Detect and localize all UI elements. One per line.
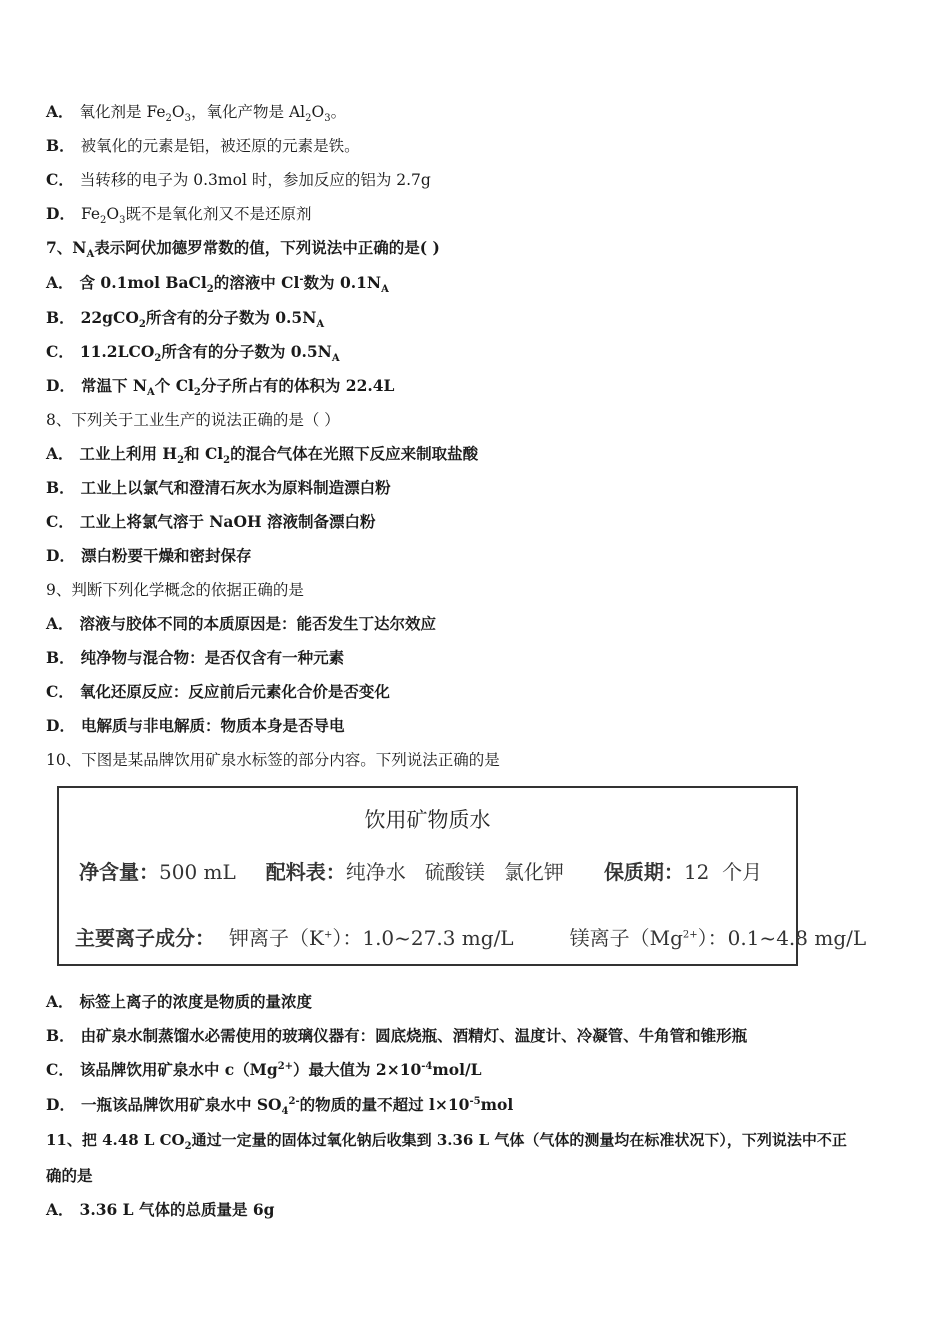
q8-option-b: B． 工业上以氯气和澄清石灰水为原料制造漂白粉: [46, 478, 391, 497]
q10-option-c: C． 该品牌饮用矿泉水中 $c(Mg^{2+})$最大值为 $2\times 10^{-4}mol/L$: [46, 1060, 482, 1079]
ingredients-value: 纯净水 硫酸镁 氯化钾: [345, 860, 564, 884]
q10-option-b: B． 由矿泉水制蒸馏水必需使用的玻璃仪器有：圆底烧瓶、酒精灯、温度计、冷凝管、牛角管和锥形瓶: [46, 1026, 748, 1045]
shelf-life-value: 12 个月: [683, 860, 763, 884]
q9-stem: 9、判断下列化学概念的依据正确的是: [46, 581, 304, 599]
q10-stem: 10、下图是某品牌饮用矿泉水标签的部分内容。下列说法正确的是: [46, 751, 500, 769]
magnesium-ion-text: 镁离子（Mg: [569, 926, 683, 950]
q6-option-d: D． $Fe_2O_3$既不是氧化剂又不是还原剂: [46, 204, 312, 227]
q7-option-c: C． $11.2LCO_2$所含有的分子数为 $0.5N_A$: [46, 342, 340, 365]
q9-option-c: C． 氧化还原反应：反应前后元素化合价是否变化: [46, 682, 390, 701]
q8-option-d: D． 漂白粉要干燥和密封保存: [46, 546, 252, 565]
q6-option-c: C． 当转移的电子为 0.3mol 时，参加反应的铝为 2.7g: [46, 170, 431, 189]
net-content-label: 净含量：: [79, 860, 159, 884]
ingredients-label: 配料表：: [265, 860, 346, 884]
q8-option-c: C． 工业上将氯气溶于 NaOH 溶液制备漂白粉: [46, 512, 376, 531]
q7-option-a: A． 含 0.1mol BaCl$_2$的溶液中 Cl-数为 $0.1N_A$: [46, 273, 389, 296]
q10-option-d: D． 一瓶该品牌饮用矿泉水中 $SO_4^{2-}$的物质的量不超过 $l\times 10^{-5}mol$: [46, 1095, 514, 1118]
label-title: 饮用矿物质水: [364, 808, 491, 832]
q8-option-a: A． 工业上利用 $H_2$和 $Cl_2$的混合气体在光照下反应来制取盐酸: [46, 444, 479, 467]
label-row-ions: 主要离子成分： 钾离子（K+）：1.0~27.3 mg/L 镁离子$(Mg^{2+})$：0.1~4.8 mg/L: [75, 926, 867, 950]
q9-option-d: D． 电解质与非电解质：物质本身是否导电: [46, 716, 345, 735]
q10-option-a: A． 标签上离子的浓度是物质的量浓度: [46, 992, 313, 1011]
mineral-water-label: [57, 786, 867, 966]
q11-option-a: A． 3.36 L 气体的总质量是 6g: [46, 1200, 275, 1219]
q7-option-b: B． 22gCO$_2$所含有的分子数为 $0.5N_A$: [46, 308, 325, 331]
net-content-value: 500 mL: [159, 860, 236, 884]
q8-stem: 8、下列关于工业生产的说法正确的是（ ）: [46, 411, 340, 429]
label-row-product-info: [79, 856, 762, 885]
q9-option-a: A． 溶液与胶体不同的本质原因是：能否发生丁达尔效应: [46, 614, 437, 633]
q11-stem-line1: 11、把 4.48 L $CO_2$通过一定量的固体过氧化钠后收集到 3.36 L 气体（气体的测量均在标准状况下），下列说法中不正: [46, 1131, 847, 1152]
q6-option-b: B． 被氧化的元素是铝，被还原的元素是铁。: [46, 136, 360, 155]
q7-option-d: D． 常温下 $N_A$个 $Cl_2$分子所占有的体积为 22.4L: [46, 376, 395, 399]
shelf-life-label: 保质期：: [603, 860, 684, 884]
q9-option-b: B． 纯净物与混合物：是否仅含有一种元素: [46, 648, 345, 667]
ions-label: 主要离子成分：: [75, 926, 215, 950]
q7-stem: 7、$N_A$表示阿伏加德罗常数的值，下列说法中正确的是( ): [46, 238, 440, 261]
q6-option-a: A． 氧化剂是 $Fe_2O_3$，氧化产物是 $Al_2O_3$。: [46, 102, 347, 125]
potassium-ion-text: 钾离子（K: [229, 926, 324, 950]
q11-stem-line2: 确的是: [46, 1166, 93, 1185]
